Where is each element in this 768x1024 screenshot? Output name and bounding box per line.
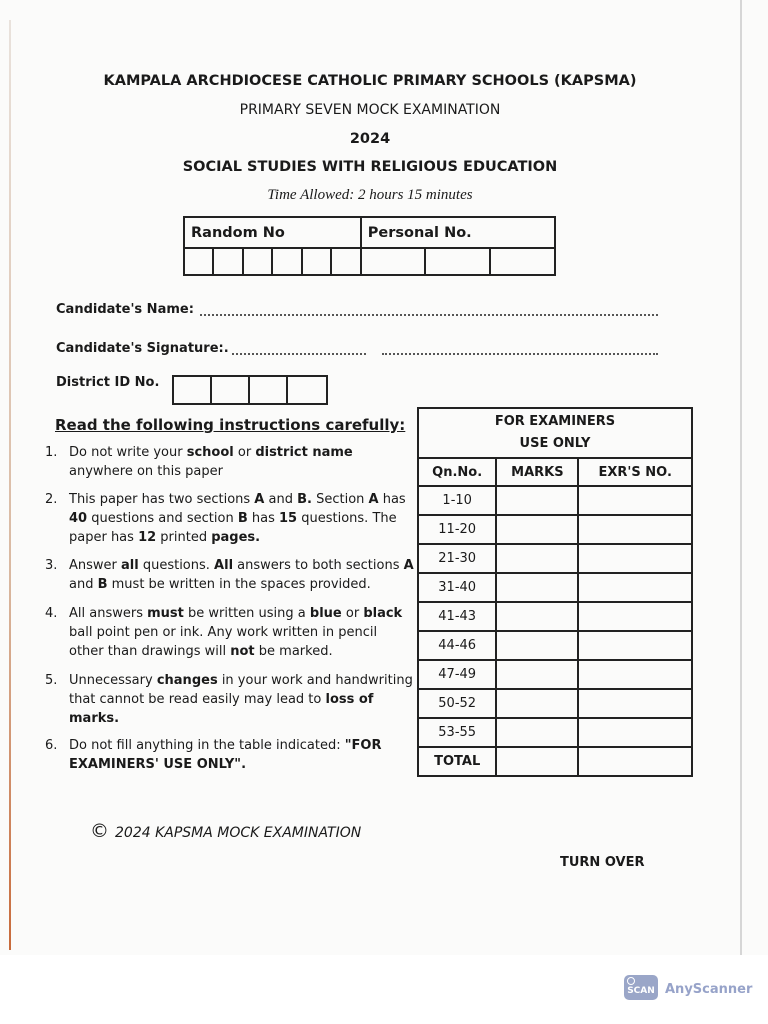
district-id-label: District ID No. bbox=[56, 375, 160, 390]
table-row bbox=[418, 747, 692, 776]
table-row bbox=[418, 573, 692, 602]
question-range: TOTAL bbox=[418, 747, 496, 776]
random-no-box[interactable] bbox=[331, 248, 361, 275]
district-id-boxes[interactable] bbox=[172, 375, 328, 405]
instruction-fragment: pages. bbox=[211, 530, 261, 545]
instruction-text bbox=[69, 556, 415, 594]
copyright-icon: © bbox=[90, 820, 109, 842]
instruction-number: 1. bbox=[45, 445, 58, 460]
table-row bbox=[418, 660, 692, 689]
instruction-fragment: Do not fill anything in the table indicated: bbox=[69, 738, 345, 753]
instruction-fragment: and bbox=[264, 492, 298, 507]
anyscanner-brand: AnyScanner bbox=[665, 982, 753, 997]
personal-no-box[interactable] bbox=[490, 248, 555, 275]
examiners-title-line2: USE ONLY bbox=[519, 436, 591, 451]
time-allowed: Time Allowed: 2 hours 15 minutes bbox=[267, 187, 473, 203]
marks-cell[interactable] bbox=[496, 689, 578, 718]
instruction-fragment: This paper has two sections bbox=[69, 492, 255, 507]
candidate-name-line[interactable] bbox=[200, 314, 658, 316]
question-range: 44-46 bbox=[418, 631, 496, 660]
instructions-heading: Read the following instructions carefully: bbox=[55, 416, 406, 434]
instruction-fragment: has bbox=[247, 511, 280, 526]
random-no-box[interactable] bbox=[184, 248, 213, 275]
marks-cell[interactable] bbox=[496, 660, 578, 689]
instruction-fragment: All answers bbox=[69, 606, 148, 621]
instruction-fragment: answers to both sections bbox=[233, 558, 404, 573]
instruction-fragment: 12 bbox=[138, 530, 157, 545]
marks-cell[interactable] bbox=[496, 573, 578, 602]
instruction-fragment: Do not write your bbox=[69, 445, 187, 460]
instruction-fragment: district name bbox=[255, 445, 353, 460]
marks-cell[interactable] bbox=[496, 544, 578, 573]
instruction-text bbox=[69, 671, 415, 728]
personal-no-box[interactable] bbox=[361, 248, 426, 275]
question-range: 41-43 bbox=[418, 602, 496, 631]
instruction-fragment: blue bbox=[309, 606, 342, 621]
instruction-item bbox=[45, 443, 415, 481]
instruction-fragment: and bbox=[69, 577, 98, 592]
instruction-fragment: All bbox=[214, 558, 234, 573]
examiner-no-cell[interactable] bbox=[578, 544, 692, 573]
instruction-fragment: not bbox=[230, 644, 255, 659]
subject-title: SOCIAL STUDIES WITH RELIGIOUS EDUCATION bbox=[182, 159, 558, 175]
marks-cell[interactable] bbox=[496, 515, 578, 544]
instruction-fragment: Section bbox=[311, 492, 369, 507]
examiner-no-cell[interactable] bbox=[578, 631, 692, 660]
question-range: 11-20 bbox=[418, 515, 496, 544]
examiner-no-cell[interactable] bbox=[578, 747, 692, 776]
instruction-fragment: B bbox=[237, 511, 248, 526]
instruction-fragment: A bbox=[368, 492, 379, 507]
instruction-item bbox=[45, 556, 415, 594]
instruction-fragment: all bbox=[121, 558, 139, 573]
instruction-fragment: questions. The paper has bbox=[69, 511, 397, 545]
examiner-no-cell[interactable] bbox=[578, 660, 692, 689]
table-row bbox=[418, 602, 692, 631]
candidate-name-label: Candidate's Name: bbox=[56, 302, 194, 317]
column-header-exr-no: EXR'S NO. bbox=[578, 458, 692, 486]
instruction-fragment: school bbox=[186, 445, 234, 460]
question-range: 47-49 bbox=[418, 660, 496, 689]
table-row bbox=[418, 718, 692, 747]
instruction-item bbox=[45, 490, 415, 547]
instruction-text bbox=[69, 736, 415, 774]
instruction-fragment: A bbox=[403, 558, 414, 573]
organization-title: KAMPALA ARCHDIOCESE CATHOLIC PRIMARY SCHOOLS (KAPSMA) bbox=[103, 73, 637, 89]
examiner-no-cell[interactable] bbox=[578, 718, 692, 747]
table-row bbox=[418, 515, 692, 544]
instruction-fragment: Unnecessary bbox=[69, 673, 157, 688]
candidate-number-table bbox=[183, 216, 556, 276]
instruction-number: 2. bbox=[45, 492, 58, 507]
district-id-box[interactable] bbox=[288, 377, 326, 403]
signature-line-2[interactable] bbox=[382, 353, 658, 355]
turn-over-text: TURN OVER bbox=[560, 855, 645, 870]
random-no-box[interactable] bbox=[213, 248, 242, 275]
instruction-fragment: 40 bbox=[69, 511, 88, 526]
instruction-fragment: 15 bbox=[279, 511, 298, 526]
random-no-box[interactable] bbox=[302, 248, 331, 275]
instruction-fragment: printed bbox=[156, 530, 212, 545]
examiner-no-cell[interactable] bbox=[578, 689, 692, 718]
instruction-fragment: or bbox=[233, 445, 256, 460]
district-id-box[interactable] bbox=[174, 377, 212, 403]
instruction-fragment: be marked. bbox=[254, 644, 333, 659]
instruction-fragment: anywhere on this paper bbox=[69, 464, 223, 479]
personal-no-box[interactable] bbox=[425, 248, 490, 275]
anyscanner-logo-icon: SCAN bbox=[624, 975, 658, 1000]
question-range: 21-30 bbox=[418, 544, 496, 573]
examiners-table-title bbox=[418, 408, 692, 458]
instruction-fragment: "FOR EXAMINERS' USE ONLY". bbox=[69, 738, 382, 772]
instruction-fragment: black bbox=[363, 606, 403, 621]
random-no-box[interactable] bbox=[272, 248, 301, 275]
instruction-fragment: changes bbox=[156, 673, 218, 688]
instruction-fragment: questions and section bbox=[87, 511, 238, 526]
table-row bbox=[418, 631, 692, 660]
column-header-marks: MARKS bbox=[496, 458, 578, 486]
question-range: 1-10 bbox=[418, 486, 496, 515]
table-row bbox=[418, 544, 692, 573]
instruction-number: 3. bbox=[45, 558, 58, 573]
instruction-item bbox=[45, 671, 415, 728]
marks-cell[interactable] bbox=[496, 631, 578, 660]
candidate-signature-label: Candidate's Signature:. bbox=[56, 341, 229, 356]
exam-title: PRIMARY SEVEN MOCK EXAMINATION bbox=[239, 102, 501, 118]
signature-line-1[interactable] bbox=[232, 353, 366, 355]
scan-edge-right bbox=[740, 0, 742, 955]
examiner-no-cell[interactable] bbox=[578, 602, 692, 631]
copyright-text: 2024 KAPSMA MOCK EXAMINATION bbox=[115, 825, 362, 841]
marks-cell[interactable] bbox=[496, 486, 578, 515]
instruction-fragment: loss of marks. bbox=[69, 692, 374, 726]
instruction-fragment: questions. bbox=[138, 558, 215, 573]
examiner-no-cell[interactable] bbox=[578, 486, 692, 515]
district-id-box[interactable] bbox=[250, 377, 288, 403]
instruction-fragment: must be written in the spaces provided. bbox=[107, 577, 371, 592]
random-no-header: Random No bbox=[184, 217, 361, 248]
column-header-qn-no: Qn.No. bbox=[418, 458, 496, 486]
instruction-text bbox=[69, 604, 415, 661]
instruction-number: 5. bbox=[45, 673, 58, 688]
examiner-no-cell[interactable] bbox=[578, 515, 692, 544]
personal-no-header: Personal No. bbox=[361, 217, 555, 248]
table-row bbox=[418, 486, 692, 515]
instruction-text bbox=[69, 490, 415, 547]
district-id-box[interactable] bbox=[212, 377, 250, 403]
copyright-notice bbox=[90, 820, 361, 842]
instruction-fragment: in your work and handwriting that cannot be read easily may lead to bbox=[69, 673, 413, 707]
exam-year: 2024 bbox=[349, 131, 391, 147]
examiners-table bbox=[417, 407, 693, 777]
instruction-fragment: A bbox=[254, 492, 265, 507]
examiners-title-line1: FOR EXAMINERS bbox=[494, 414, 616, 429]
instruction-number: 6. bbox=[45, 738, 58, 753]
instruction-fragment: B. bbox=[297, 492, 312, 507]
random-no-box[interactable] bbox=[243, 248, 272, 275]
instruction-text bbox=[69, 443, 415, 481]
instruction-fragment: Answer bbox=[69, 558, 122, 573]
marks-cell[interactable] bbox=[496, 747, 578, 776]
instruction-fragment: must bbox=[147, 606, 184, 621]
question-range: 31-40 bbox=[418, 573, 496, 602]
instruction-fragment: or bbox=[341, 606, 364, 621]
question-range: 50-52 bbox=[418, 689, 496, 718]
instruction-item bbox=[45, 736, 415, 774]
instruction-fragment: B bbox=[97, 577, 108, 592]
instruction-item bbox=[45, 604, 415, 661]
examiner-no-cell[interactable] bbox=[578, 573, 692, 602]
instruction-number: 4. bbox=[45, 606, 58, 621]
marks-cell[interactable] bbox=[496, 602, 578, 631]
question-range: 53-55 bbox=[418, 718, 496, 747]
instruction-fragment: ball point pen or ink. Any work written in pencil other than drawings will bbox=[69, 625, 378, 659]
instruction-fragment: has bbox=[378, 492, 406, 507]
marks-cell[interactable] bbox=[496, 718, 578, 747]
table-row bbox=[418, 689, 692, 718]
instruction-fragment: be written using a bbox=[183, 606, 310, 621]
